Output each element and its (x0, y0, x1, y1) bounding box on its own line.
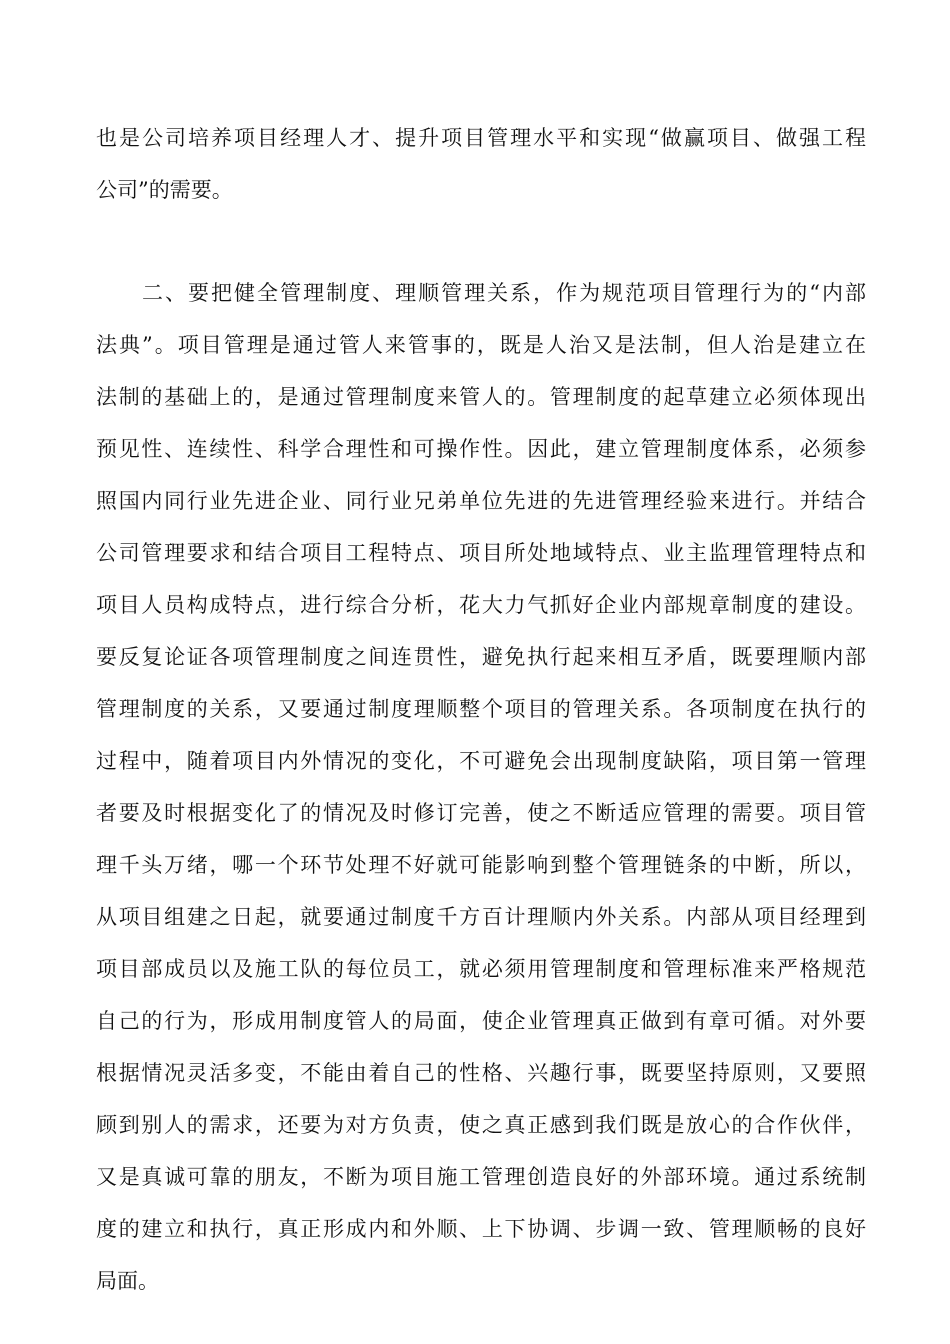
text-line: 项目人员构成特点，进行综合分析，花大力气抓好企业内部规章制度的建设。 (96, 593, 866, 617)
text-line: 又是真诚可靠的朋友，不断为项目施工管理创造良好的外部环境。通过系统制 (96, 1165, 866, 1189)
text-line: 者要及时根据变化了的情况及时修订完善，使之不断适应管理的需要。项目管 (96, 801, 866, 825)
text-line: 法制的基础上的，是通过管理制度来管人的。管理制度的起草建立必须体现出 (96, 385, 866, 409)
text-line: 照国内同行业先进企业、同行业兄弟单位先进的先进管理经验来进行。并结合 (96, 489, 866, 513)
text-line: 法典”。项目管理是通过管人来管事的，既是人治又是法制，但人治是建立在 (96, 333, 866, 357)
text-line: 公司”的需要。 (96, 178, 233, 202)
text-line: 从项目组建之日起，就要通过制度千方百计理顺内外关系。内部从项目经理到 (96, 905, 866, 929)
text-line: 自己的行为，形成用制度管人的局面，使企业管理真正做到有章可循。对外要 (96, 1009, 866, 1033)
text-line: 顾到别人的需求，还要为对方负责，使之真正感到我们既是放心的合作伙伴， (96, 1113, 866, 1137)
text-line: 项目部成员以及施工队的每位员工，就必须用管理制度和管理标准来严格规范 (96, 957, 866, 981)
paragraph-2 (96, 267, 866, 1307)
text-line: 要反复论证各项管理制度之间连贯性，避免执行起来相互矛盾，既要理顺内部 (96, 645, 866, 669)
text-line: 二、要把健全管理制度、理顺管理关系，作为规范项目管理行为的“内部 (96, 281, 866, 305)
text-line: 过程中，随着项目内外情况的变化，不可避免会出现制度缺陷，项目第一管理 (96, 749, 866, 773)
text-line: 预见性、连续性、科学合理性和可操作性。因此，建立管理制度体系，必须参 (96, 437, 866, 461)
text-line: 公司管理要求和结合项目工程特点、项目所处地域特点、业主监理管理特点和 (96, 541, 866, 565)
text-line: 也是公司培养项目经理人才、提升项目管理水平和实现“做赢项目、做强工程 (96, 126, 866, 150)
text-line: 局面。 (96, 1269, 159, 1293)
paragraph-1 (96, 112, 866, 216)
text-line: 管理制度的关系，又要通过制度理顺整个项目的管理关系。各项制度在执行的 (96, 697, 866, 721)
text-line: 度的建立和执行，真正形成内和外顺、上下协调、步调一致、管理顺畅的良好 (96, 1217, 866, 1241)
text-line: 理千头万绪，哪一个环节处理不好就可能影响到整个管理链条的中断，所以， (96, 853, 866, 877)
text-line: 根据情况灵活多变，不能由着自己的性格、兴趣行事，既要坚持原则，又要照 (96, 1061, 866, 1085)
